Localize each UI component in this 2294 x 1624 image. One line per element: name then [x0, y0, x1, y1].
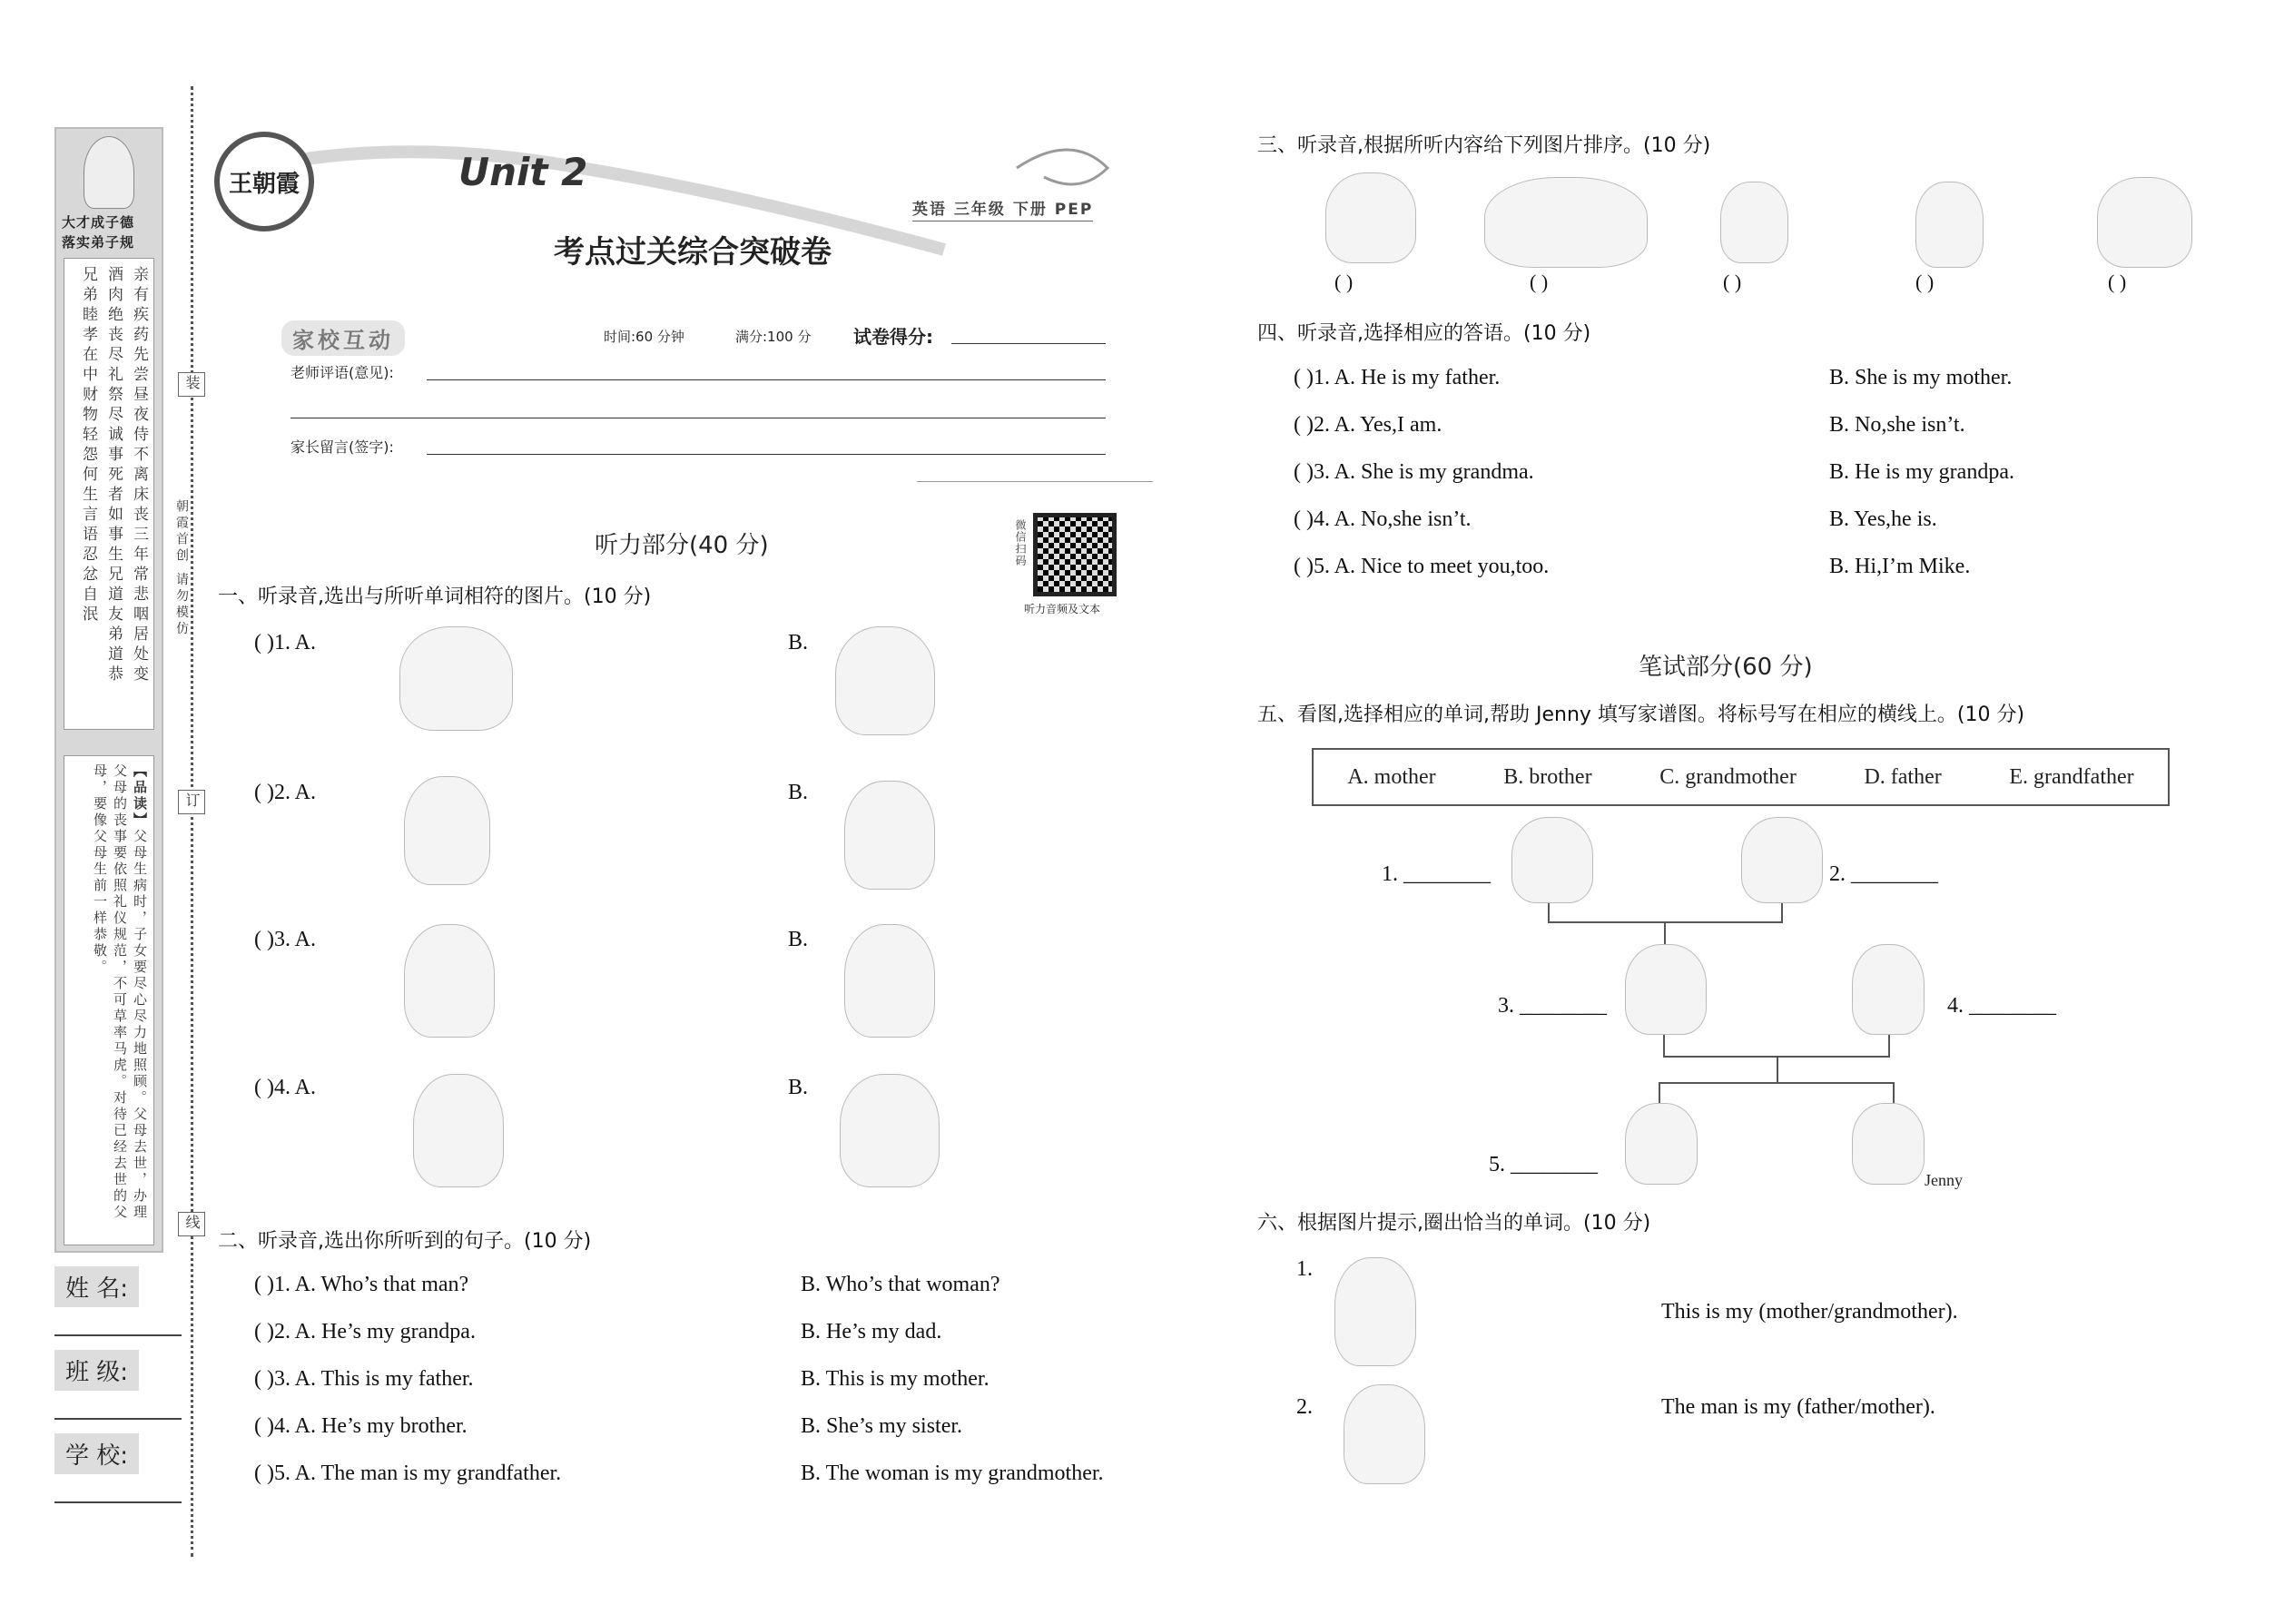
s4-row4-b: B. Yes,he is.: [1829, 507, 1937, 531]
s2-row4-b: B. She’s my sister.: [801, 1414, 963, 1438]
s1-row4-b-pic: [840, 1074, 940, 1187]
side-header-top: 大才成子德: [62, 214, 135, 231]
tree-connector-k-v1: [1659, 1082, 1660, 1105]
s5-option-b: B. brother: [1503, 764, 1592, 789]
s3-blank-2[interactable]: ( ): [1530, 271, 1549, 293]
s1-row2-b-pic: [844, 781, 935, 890]
tree-brother-pic: [1625, 1103, 1698, 1185]
tree-blank-1[interactable]: 1. ________: [1382, 862, 1491, 886]
s4-row3-a: ( )3. A. She is my grandma.: [1294, 460, 1534, 484]
s3-blank-4[interactable]: ( ): [1915, 271, 1935, 293]
tree-connector-p-v2: [1888, 1035, 1890, 1058]
s4-row2-a: ( )2. A. Yes,I am.: [1294, 413, 1442, 437]
written-title: 笔试部分(60 分): [1639, 654, 1813, 681]
s6-item1-pic: [1334, 1257, 1416, 1366]
name-label: 姓 名:: [54, 1266, 139, 1307]
school-field[interactable]: [54, 1501, 182, 1503]
s2-row5-b: B. The woman is my grandmother.: [801, 1462, 1104, 1485]
s5-option-d: D. father: [1864, 764, 1942, 789]
s2-row2-a: ( )2. A. He’s my grandpa.: [254, 1320, 476, 1343]
s2-title: 二、听录音,选出你所听到的句子。(10 分): [218, 1230, 592, 1253]
s6-item2-num: 2.: [1296, 1395, 1313, 1419]
tree-connector-p-v1: [1663, 1035, 1665, 1058]
home-school-tag: 家校互动: [281, 320, 405, 356]
s2-row3-a: ( )3. A. This is my father.: [254, 1367, 474, 1391]
fold-mark-3: 线: [178, 1212, 205, 1236]
teacher-comment-label: 老师评语(意见):: [290, 364, 394, 381]
poem-col-2: 酒肉绝丧尽礼祭尽诚事死者如事生兄道友弟道恭: [104, 266, 123, 685]
teacher-comment-field[interactable]: [427, 379, 1106, 380]
poem-col-3: 兄弟睦孝在中财物轻怨何生言语忍忿自泯: [79, 266, 97, 625]
class-field[interactable]: [54, 1418, 182, 1420]
s1-row2-b: B.: [788, 781, 809, 804]
full-score: 满分:100 分: [735, 329, 812, 345]
s1-title: 一、听录音,选出与所听单词相符的图片。(10 分): [218, 586, 652, 608]
fold-mark-1: 装: [178, 372, 205, 397]
tree-blank-3[interactable]: 3. ________: [1498, 994, 1607, 1018]
s6-item2-text: The man is my (father/mother).: [1661, 1395, 1935, 1419]
s3-blank-3[interactable]: ( ): [1723, 271, 1742, 293]
paper-subtitle: 考点过关综合突破卷: [554, 234, 832, 271]
s4-row1-b: B. She is my mother.: [1829, 366, 2013, 389]
s1-row1-a-pic: [399, 626, 513, 731]
s2-row1-b: B. Who’s that woman?: [801, 1273, 1000, 1296]
side-poem-box: [64, 258, 154, 730]
s3-title: 三、听录音,根据所听内容给下列图片排序。(10 分): [1257, 134, 1711, 157]
time-limit: 时间:60 分钟: [604, 329, 684, 345]
s3-blank-5[interactable]: ( ): [2108, 271, 2127, 293]
s1-row3-b: B.: [788, 928, 809, 951]
s5-option-a: A. mother: [1347, 764, 1436, 789]
qr-caption: 听力音频及文本: [1024, 603, 1101, 615]
poem-col-1: 亲有疾药先尝昼夜侍不离床丧三年常悲咽居处变: [130, 266, 148, 685]
tree-blank-4[interactable]: 4. ________: [1947, 994, 2056, 1018]
s4-row1-a: ( )1. A. He is my father.: [1294, 366, 1501, 389]
tree-connector-gp-v1: [1548, 903, 1550, 923]
side-mascot: [84, 136, 134, 209]
s2-row3-b: B. This is my mother.: [801, 1367, 989, 1391]
s1-row4-b: B.: [788, 1076, 809, 1099]
s3-pic-3: [1720, 182, 1788, 263]
s3-blank-1[interactable]: ( ): [1334, 271, 1354, 293]
brand-logo: [214, 132, 314, 231]
pin-title: 【品读】: [132, 763, 148, 829]
s6-item1-text: This is my (mother/grandmother).: [1661, 1300, 1958, 1324]
grade-line: 英语 三年级 下册 PEP: [912, 196, 1093, 221]
qr-code: [1033, 513, 1117, 596]
s1-row1-a: ( )1. A.: [254, 631, 316, 655]
fold-mark-2: 订: [178, 790, 205, 814]
s4-row3-b: B. He is my grandpa.: [1829, 460, 2014, 484]
s1-row1-b: B.: [788, 631, 809, 655]
s4-title: 四、听录音,选择相应的答语。(10 分): [1257, 322, 1591, 345]
school-label: 学 校:: [54, 1433, 139, 1474]
s3-pic-4: [1915, 182, 1984, 268]
s5-option-e: E. grandfather: [2009, 764, 2134, 789]
s6-title: 六、根据图片提示,圈出恰当的单词。(10 分): [1257, 1212, 1651, 1235]
side-pin-box: [64, 755, 154, 1245]
pin-text: 父母生病时，子女要尽心尽力地照顾。父母去世，办理父母的丧事要依照礼仪规范，不可草率马虎。对待已经去世的父母，要像父母生前一样恭敬。: [92, 763, 148, 1221]
tree-connector-gp-down: [1664, 921, 1666, 944]
tree-grandmother-pic: [1741, 817, 1823, 903]
s1-row2-a-pic: [404, 776, 490, 885]
unit-title: Unit 2: [458, 150, 588, 194]
s4-row5-a: ( )5. A. Nice to meet you,too.: [1294, 555, 1550, 578]
s2-row1-a: ( )1. A. Who’s that man?: [254, 1273, 469, 1296]
s1-row2-a: ( )2. A.: [254, 781, 316, 804]
s5-option-c: C. grandmother: [1659, 764, 1797, 789]
tree-blank-5[interactable]: 5. ________: [1489, 1153, 1598, 1176]
side-panel: [54, 127, 163, 1253]
s4-row2-b: B. No,she isn’t.: [1829, 413, 1965, 437]
qr-side-text: 微信扫码: [1014, 519, 1027, 566]
score-field[interactable]: [951, 343, 1106, 344]
tree-connector-gp-v2: [1781, 903, 1783, 923]
s6-item2-pic: [1344, 1384, 1425, 1484]
tree-connector-p-down: [1777, 1056, 1778, 1083]
s1-row4-a: ( )4. A.: [254, 1076, 316, 1099]
tree-mother-pic: [1852, 944, 1925, 1035]
s1-row3-a-pic: [404, 924, 495, 1038]
tree-connector-k-h: [1659, 1082, 1895, 1084]
jenny-label: Jenny: [1925, 1171, 1963, 1189]
score-label: 试卷得分:: [853, 326, 933, 348]
s6-item1-num: 1.: [1296, 1257, 1313, 1281]
side-header-bottom: 落实弟子规: [62, 234, 135, 251]
s5-options-box: [1312, 748, 2170, 806]
brand-logo-text: 王朝霞: [228, 170, 300, 198]
parent-note-label: 家长留言(签字):: [290, 438, 394, 456]
s3-pic-1: [1325, 172, 1416, 263]
parent-note-field[interactable]: [427, 454, 1106, 455]
s2-row5-a: ( )5. A. The man is my grandfather.: [254, 1462, 562, 1485]
tree-grandfather-pic: [1511, 817, 1593, 903]
s1-row3-b-pic: [844, 924, 935, 1038]
header-deco-line: [917, 481, 1153, 482]
class-label: 班 级:: [54, 1350, 139, 1391]
s5-title: 五、看图,选择相应的单词,帮助 Jenny 填写家谱图。将标号写在相应的横线上。(10 分): [1257, 704, 2025, 726]
s1-row4-a-pic: [413, 1074, 504, 1187]
s1-row1-b-pic: [835, 626, 935, 735]
s4-row5-b: B. Hi,I’m Mike.: [1829, 555, 1971, 578]
s3-pic-2: [1484, 177, 1648, 268]
binding-dotted-line: [191, 86, 193, 1557]
copyright-note: 朝霞首创 请勿模仿: [174, 499, 189, 638]
tree-connector-k-v2: [1893, 1082, 1895, 1105]
s3-pic-5: [2097, 177, 2192, 268]
tree-father-pic: [1625, 944, 1707, 1035]
s2-row4-a: ( )4. A. He’s my brother.: [254, 1414, 468, 1438]
s2-row2-b: B. He’s my dad.: [801, 1320, 942, 1343]
tree-blank-2[interactable]: 2. ________: [1829, 862, 1938, 886]
s4-row4-a: ( )4. A. No,she isn’t.: [1294, 507, 1472, 531]
name-field[interactable]: [54, 1334, 182, 1336]
s1-row3-a: ( )3. A.: [254, 928, 316, 951]
listening-title: 听力部分(40 分): [595, 532, 769, 559]
tree-jenny-pic: [1852, 1103, 1925, 1185]
